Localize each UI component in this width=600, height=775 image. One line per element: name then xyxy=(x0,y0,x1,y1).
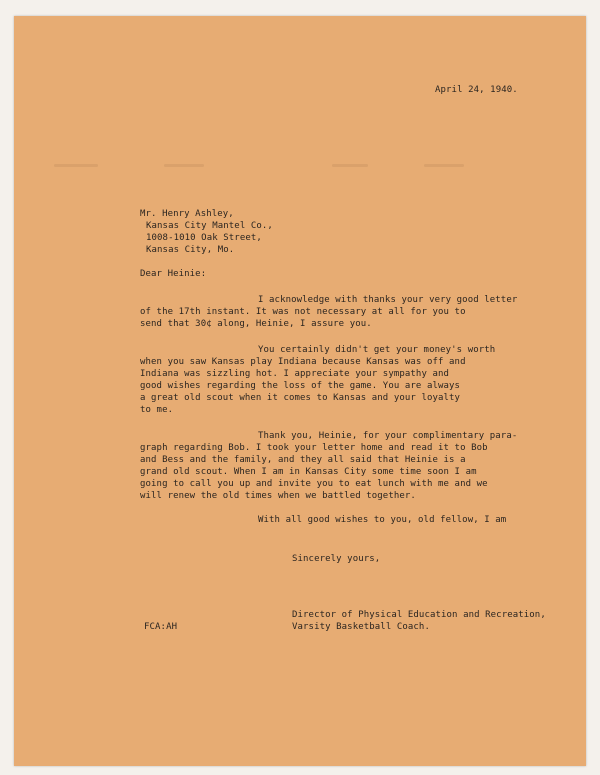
letter-page xyxy=(14,16,586,766)
body-line: and Bess and the family, and they all said that Heinie is a xyxy=(140,455,466,465)
body-line: You certainly didn't get your money's worth xyxy=(258,345,496,355)
body-line: graph regarding Bob. I took your letter home and read it to Bob xyxy=(140,443,488,453)
body-line: a great old scout when it comes to Kansas and your loyalty xyxy=(140,393,461,403)
body-line: good wishes regarding the loss of the game. You are always xyxy=(140,381,461,391)
bleed-through-mark xyxy=(54,164,98,167)
body-line: Indiana was sizzling hot. I appreciate your sympathy and xyxy=(140,369,450,379)
recipient-line: Kansas City Mantel Co., xyxy=(146,221,273,231)
closing: Sincerely yours, xyxy=(292,554,381,564)
body-line: send that 30¢ along, Heinie, I assure you. xyxy=(140,319,372,329)
body-line: of the 17th instant. It was not necessary at all for you to xyxy=(140,307,466,317)
body-line: to me. xyxy=(140,405,174,415)
recipient-line: Mr. Henry Ashley, xyxy=(140,209,234,219)
body-line: I acknowledge with thanks your very good letter xyxy=(258,295,518,305)
recipient-line: Kansas City, Mo. xyxy=(146,245,235,255)
bleed-through-mark xyxy=(424,164,464,167)
bleed-through-mark xyxy=(332,164,368,167)
body-line: Thank you, Heinie, for your complimentary para- xyxy=(258,431,518,441)
body-line: will renew the old times when we battled together. xyxy=(140,491,416,501)
signature-title-line: Varsity Basketball Coach. xyxy=(292,622,430,632)
body-line: going to call you up and invite you to eat lunch with me and we xyxy=(140,479,488,489)
body-line: With all good wishes to you, old fellow, I am xyxy=(258,515,507,525)
signature-title-line: Director of Physical Education and Recreation, xyxy=(292,610,546,620)
body-line: grand old scout. When I am in Kansas City some time soon I am xyxy=(140,467,477,477)
bleed-through-mark xyxy=(164,164,204,167)
recipient-line: 1008-1010 Oak Street, xyxy=(146,233,262,243)
body-line: when you saw Kansas play Indiana because Kansas was off and xyxy=(140,357,466,367)
reference-initials: FCA:AH xyxy=(144,622,178,632)
salutation: Dear Heinie: xyxy=(140,269,207,279)
letter-date: April 24, 1940. xyxy=(435,85,518,95)
